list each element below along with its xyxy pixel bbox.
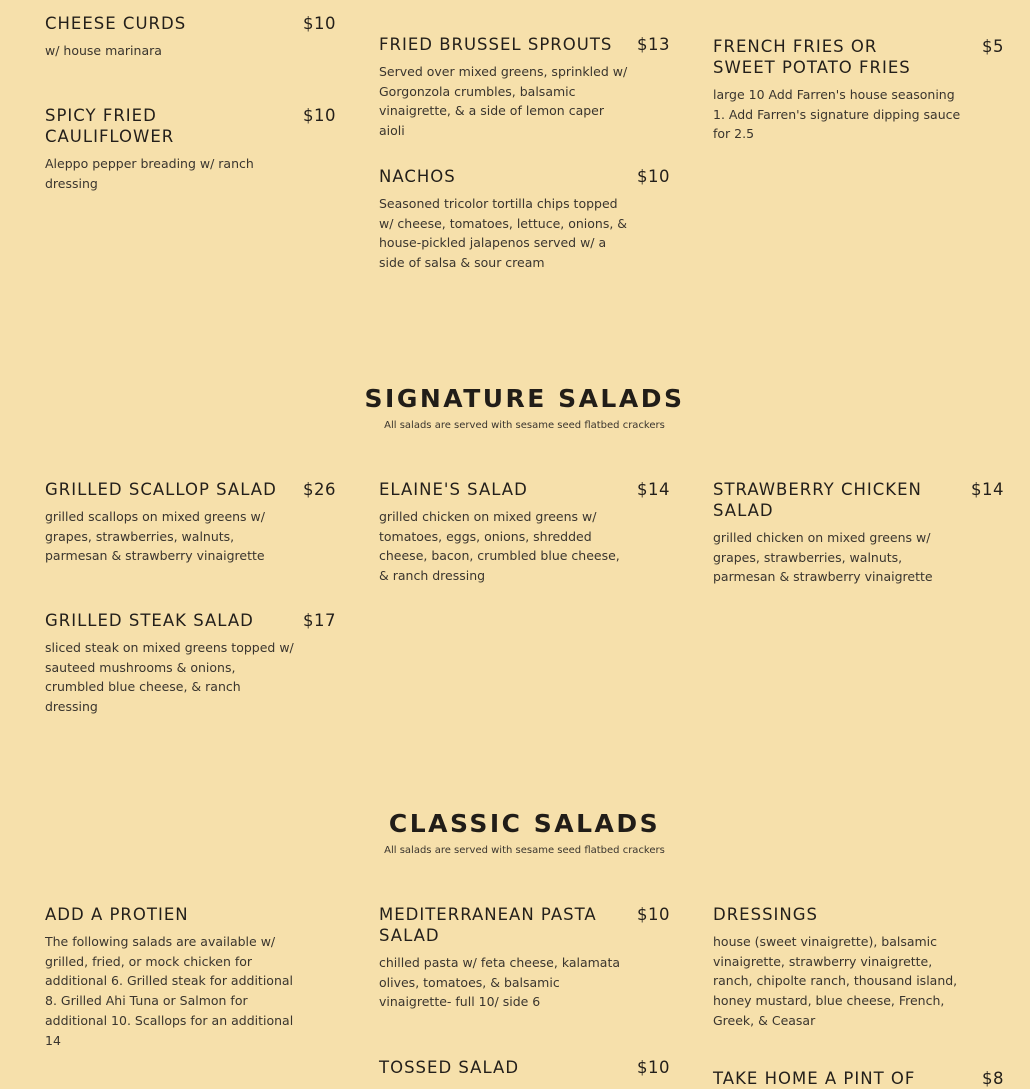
item-description: sliced steak on mixed greens topped w/ sauteed mushrooms & onions, crumbled blue cheese, & ranch dressing xyxy=(45,640,294,715)
item-description: grilled scallops on mixed greens w/ grapes, strawberries, walnuts, parmesan & strawberry vinaigrette xyxy=(45,509,265,564)
item-description: w/ house marinara xyxy=(45,43,162,58)
item-description: grilled chicken on mixed greens w/ grapes, strawberries, walnuts, parmesan & strawberry vinaigrette xyxy=(713,530,933,585)
item-name: STRAWBERRY CHICKEN SALAD xyxy=(713,480,922,520)
item-name: DRESSINGS xyxy=(713,905,819,924)
item-price: $5 xyxy=(982,37,1004,56)
item-price: $14 xyxy=(637,480,670,499)
menu-item-strawberry-chicken-salad xyxy=(713,479,1004,587)
item-name: CHEESE CURDS xyxy=(45,14,187,33)
menu-item-fried-brussel-sprouts xyxy=(379,34,670,141)
section-title-classic-salads: CLASSIC SALADS xyxy=(388,809,661,838)
item-price: $10 xyxy=(303,14,336,33)
item-price: $14 xyxy=(971,480,1004,499)
item-name: MEDITERRANEAN PASTA SALAD xyxy=(379,905,597,945)
item-description: Served over mixed greens, sprinkled w/ Gorgonzola crumbles, balsamic vinaigrette, & a side of lemon caper aioli xyxy=(379,64,628,139)
menu-item-elaines-salad xyxy=(379,479,670,586)
item-price: $10 xyxy=(637,167,670,186)
menu-item-tossed-salad xyxy=(379,1057,670,1078)
item-description: chilled pasta w/ feta cheese, kalamata olives, tomatoes, & balsamic vinaigrette- full 10/ side 6 xyxy=(379,955,621,1010)
item-name: NACHOS xyxy=(379,167,456,186)
section-subtitle-classic-salads: All salads are served with sesame seed flatbed crackers xyxy=(384,845,665,856)
item-description: The following salads are available w/ grilled, fried, or mock chicken for additional 6. Grilled steak for additional 8. Grilled Ahi Tuna or Salmon for additional 10. Scallops for an additional 14 xyxy=(45,934,294,1048)
section-title-signature-salads: SIGNATURE SALADS xyxy=(364,384,685,413)
item-price: $10 xyxy=(637,905,670,924)
menu-item-spicy-fried-cauliflower xyxy=(45,105,336,193)
item-price: $8 xyxy=(982,1069,1004,1088)
item-description: Aleppo pepper breading w/ ranch dressing xyxy=(45,156,254,191)
item-description: large 10 Add Farren's house seasoning 1. Add Farren's signature dipping sauce for 2.5 xyxy=(713,87,961,142)
menu-item-french-fries xyxy=(713,36,1004,144)
item-price: $26 xyxy=(303,480,336,499)
menu-item-grilled-scallop-salad xyxy=(45,479,336,566)
menu-item-dressings xyxy=(713,904,1004,1031)
item-name: ADD A PROTIEN xyxy=(45,905,189,924)
item-name: TAKE HOME A PINT OF xyxy=(713,1069,916,1088)
item-price: $10 xyxy=(637,1058,670,1077)
menu-item-cheese-curds xyxy=(45,13,336,61)
item-name: ELAINE'S SALAD xyxy=(379,480,528,499)
menu-item-add-a-protein xyxy=(45,904,336,1050)
item-price: $10 xyxy=(303,106,336,125)
item-name: FRIED BRUSSEL SPROUTS xyxy=(379,35,613,54)
item-name: GRILLED SCALLOP SALAD xyxy=(45,480,277,499)
item-name: GRILLED STEAK SALAD xyxy=(45,611,254,630)
item-description: grilled chicken on mixed greens w/ tomatoes, eggs, onions, shredded cheese, bacon, crumbled blue cheese, & ranch dressing xyxy=(379,509,620,584)
item-name: TOSSED SALAD xyxy=(379,1058,520,1077)
item-name: SPICY FRIED CAULIFLOWER xyxy=(45,106,175,146)
menu-item-grilled-steak-salad xyxy=(45,610,336,717)
item-price: $17 xyxy=(303,611,336,630)
item-description: house (sweet vinaigrette), balsamic vinaigrette, strawberry vinaigrette, ranch, chipolte ranch, thousand island, honey mustard, blue cheese, French, Greek, & Ceasar xyxy=(713,934,958,1028)
menu-item-take-home-pint xyxy=(713,1068,1004,1089)
section-subtitle-signature-salads: All salads are served with sesame seed flatbed crackers xyxy=(384,420,665,431)
item-price: $13 xyxy=(637,35,670,54)
menu-item-nachos xyxy=(379,166,670,273)
menu-item-mediterranean-pasta-salad xyxy=(379,904,670,1012)
item-name: FRENCH FRIES OR SWEET POTATO FRIES xyxy=(713,37,911,77)
item-description: Seasoned tricolor tortilla chips topped w/ cheese, tomatoes, lettuce, onions, & house-pickled jalapenos served w/ a side of salsa & sour cream xyxy=(379,196,628,271)
